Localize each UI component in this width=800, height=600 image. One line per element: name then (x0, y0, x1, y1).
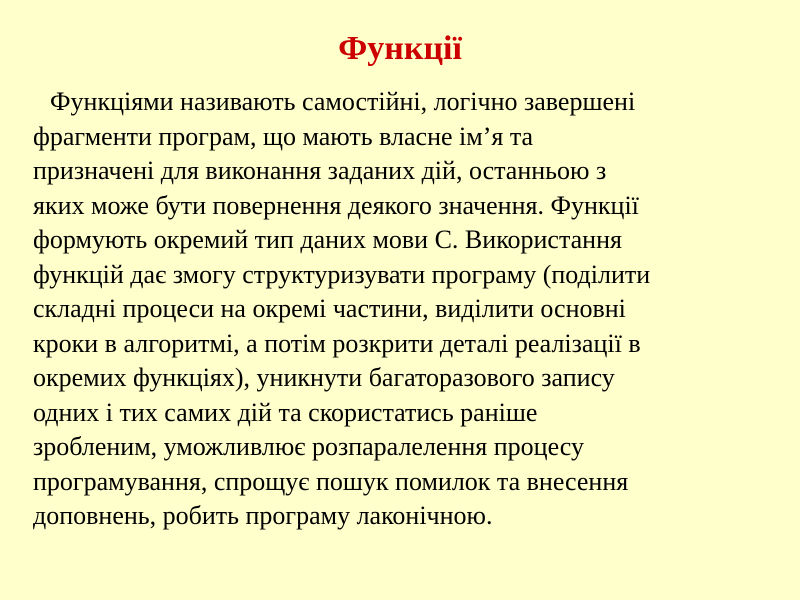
paragraph-line: функцій дає змогу структуризувати програму (поділити (33, 259, 651, 289)
paragraph-line: призначені для виконання заданих дій, останньою з (33, 156, 607, 185)
paragraph-line: Функціями називають самостійні, логічно завершені (50, 87, 636, 116)
paragraph-line: фрагменти програм, що мають власне ім’я та (33, 121, 534, 151)
paragraph-line: доповнень, робить програму лаконічною. (33, 501, 493, 530)
paragraph-line: програмування, спрощує пошук помилок та внесення (33, 466, 629, 496)
paragraph-line: складні процеси на окремі частини, виділити основні (33, 294, 626, 323)
paragraph-line: формують окремий тип даних мови С. Використання (33, 225, 622, 254)
paragraph-line: зробленим, уможливлює розпаралелення процесу (33, 432, 584, 461)
paragraph-line: окремих функціях), уникнути багаторазового запису (33, 363, 615, 392)
slide-body-paragraph (33, 85, 773, 534)
paragraph-line: яких може бути повернення деякого значення. Функції (33, 190, 639, 220)
paragraph-line: кроки в алгоритмі, а потім розкрити деталі реалізації в (33, 328, 641, 358)
slide-title: Функції (338, 30, 462, 67)
paragraph-line: одних і тих самих дій та скористатись раніше (33, 397, 538, 427)
